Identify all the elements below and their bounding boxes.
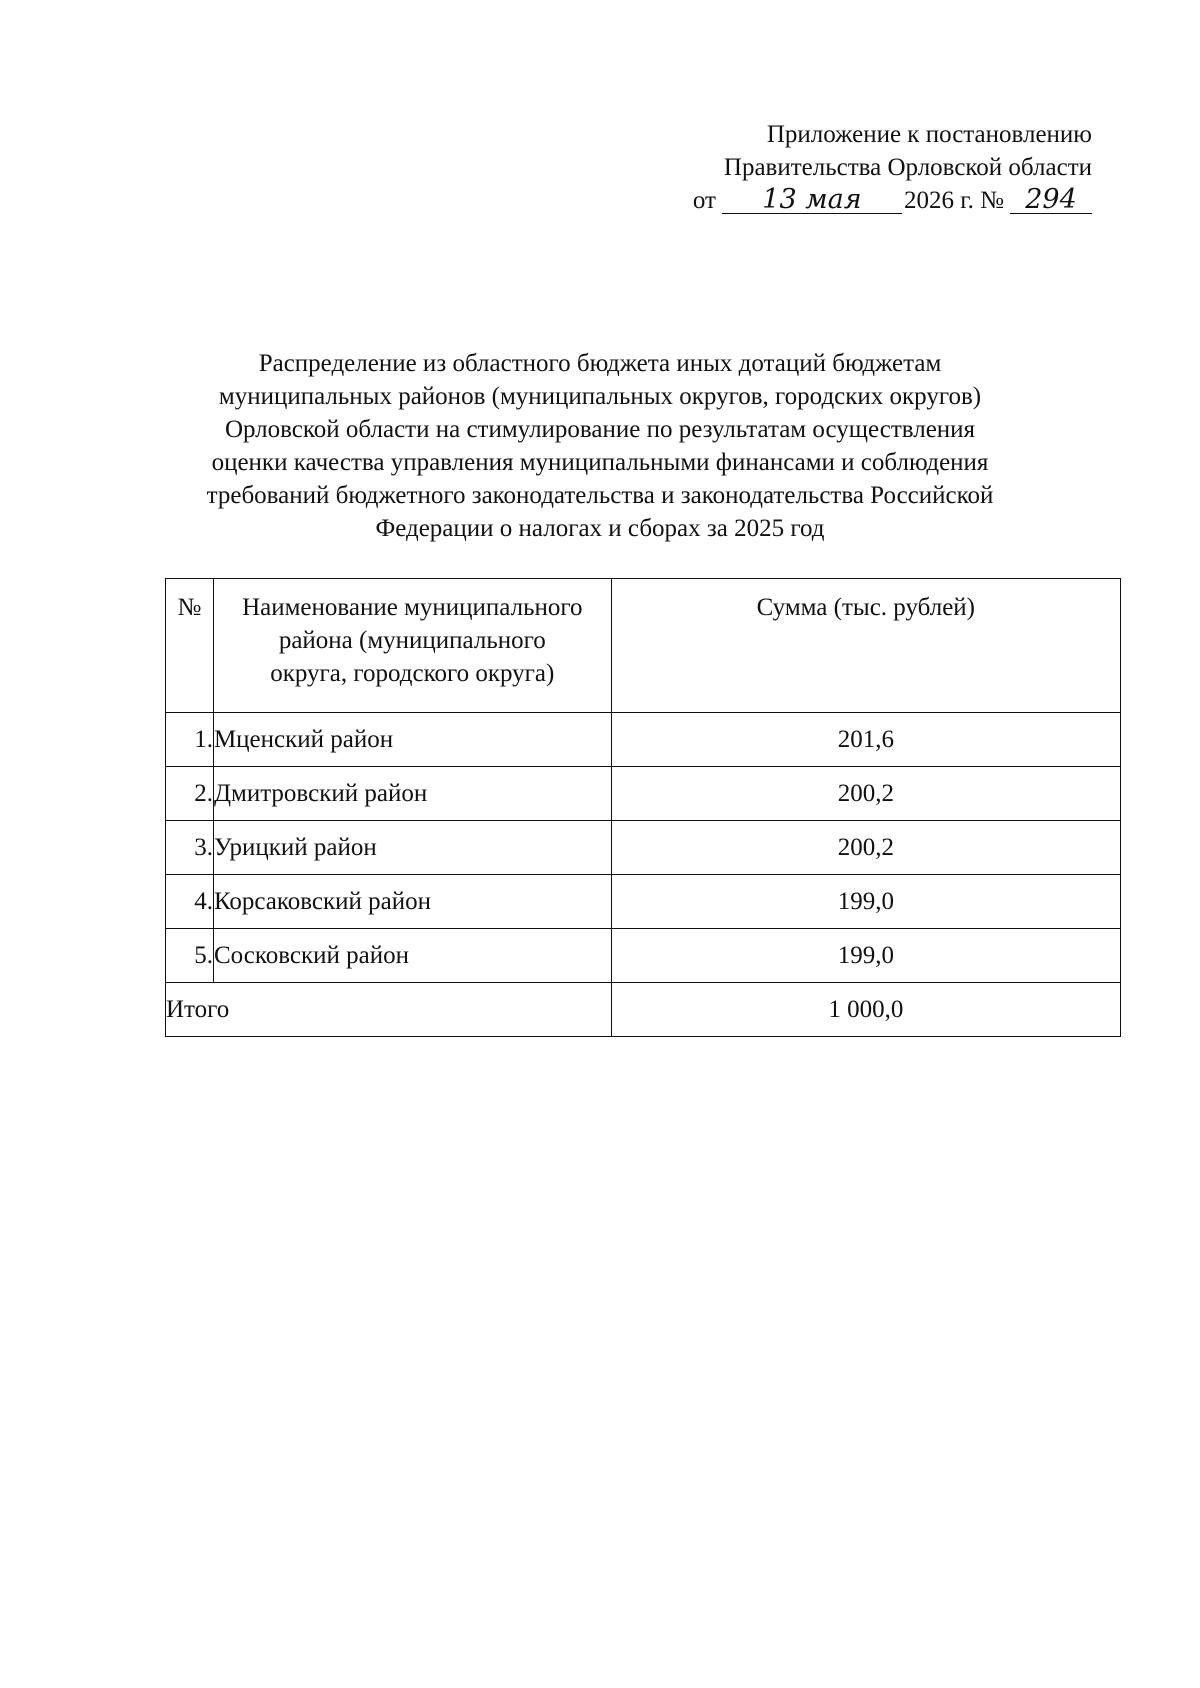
distribution-table	[165, 578, 1121, 1037]
header-name-line-2: района (муниципального	[278, 627, 546, 654]
header-municipality-name	[213, 579, 611, 713]
document-title	[150, 347, 1050, 545]
table-total-row	[166, 983, 1121, 1037]
table-row	[166, 929, 1121, 983]
row-number: 3.	[166, 821, 214, 875]
row-sum: 200,2	[611, 821, 1120, 875]
appendix-date-line	[693, 184, 1092, 217]
row-municipality: Сосковский район	[213, 929, 611, 983]
row-number: 4.	[166, 875, 214, 929]
title-line-2: муниципальных районов (муниципальных округов, городских округов)	[218, 383, 982, 410]
from-label: от	[692, 187, 716, 214]
appendix-header	[693, 118, 1092, 217]
row-sum: 199,0	[611, 929, 1120, 983]
table-row	[166, 875, 1121, 929]
title-line-5: требований бюджетного законодательства и законодательства Российской	[206, 482, 994, 509]
year-number-label: 2026 г. №	[903, 187, 1004, 214]
row-municipality: Корсаковский район	[213, 875, 611, 929]
header-name-line-1: Наименование муниципального	[242, 594, 583, 621]
title-line-4: оценки качества управления муниципальными финансами и соблюдения	[211, 449, 989, 476]
header-name-line-3: округа, городского округа)	[270, 660, 555, 687]
appendix-line-2: Правительства Орловской области	[723, 154, 1092, 181]
total-sum: 1 000,0	[611, 983, 1120, 1037]
table-header-row	[166, 579, 1121, 713]
table-row	[166, 713, 1121, 767]
handwritten-date: 13 мая	[722, 187, 902, 214]
handwritten-number: 294	[1010, 187, 1092, 214]
row-sum: 200,2	[611, 767, 1120, 821]
row-number: 1.	[166, 713, 214, 767]
row-number: 5.	[166, 929, 214, 983]
row-number: 2.	[166, 767, 214, 821]
header-sum: Сумма (тыс. рублей)	[611, 579, 1120, 713]
row-sum: 199,0	[611, 875, 1120, 929]
row-municipality: Дмитровский район	[213, 767, 611, 821]
table-row	[166, 821, 1121, 875]
row-sum: 201,6	[611, 713, 1120, 767]
table-row	[166, 767, 1121, 821]
row-municipality: Мценский район	[213, 713, 611, 767]
total-label: Итого	[166, 983, 612, 1037]
title-line-1: Распределение из областного бюджета иных дотаций бюджетам	[258, 350, 942, 377]
title-line-3: Орловской области на стимулирование по результатам осуществления	[224, 416, 976, 443]
appendix-line-1: Приложение к постановлению	[766, 121, 1092, 148]
header-number: №	[166, 579, 214, 713]
row-municipality: Урицкий район	[213, 821, 611, 875]
title-line-6: Федерации о налогах и сборах за 2025 год	[375, 515, 825, 542]
